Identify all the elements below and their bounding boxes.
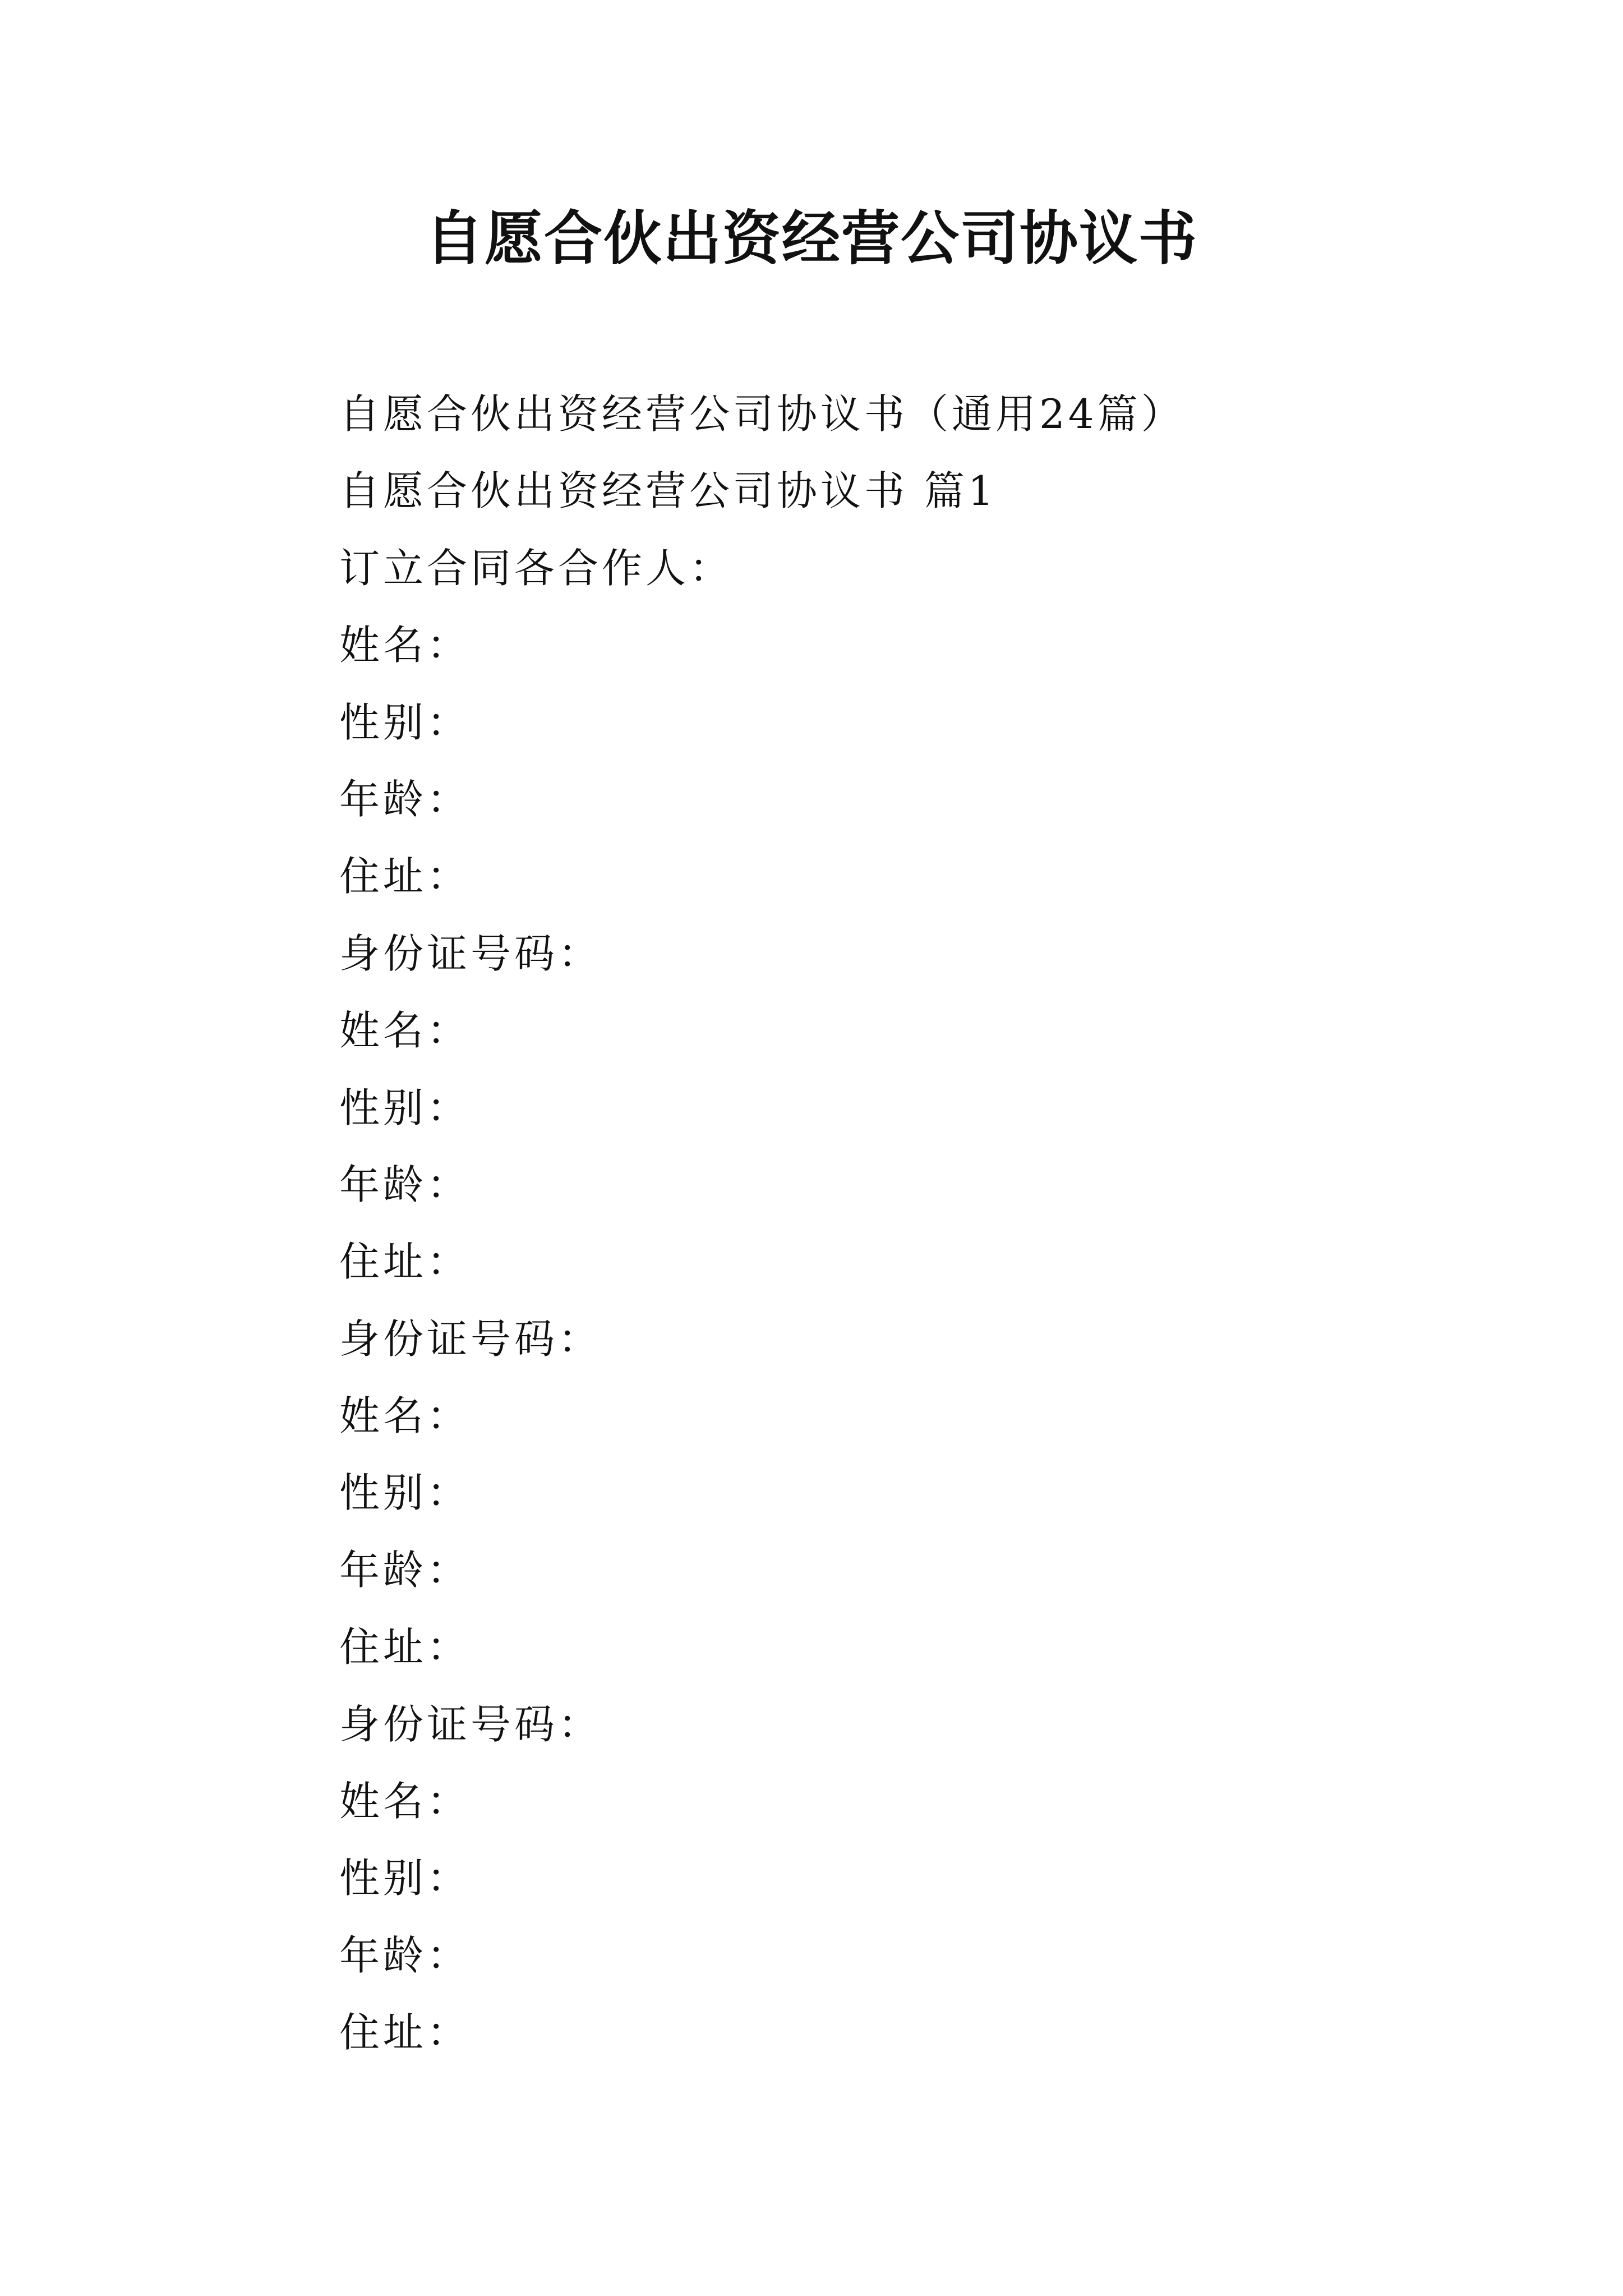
field-id-number-label: 身份证号码： xyxy=(339,1315,602,1363)
field-age-label: 年龄： xyxy=(339,1161,471,1208)
parties-intro: 订立合同各合作人： xyxy=(339,544,734,592)
field-age-label: 年龄： xyxy=(339,1546,471,1594)
field-address-label: 住址： xyxy=(339,853,471,900)
field-age-label: 年龄： xyxy=(339,1931,471,1979)
field-name-label: 姓名： xyxy=(339,1392,471,1440)
field-name-label: 姓名： xyxy=(339,1778,471,1825)
field-address-label: 住址： xyxy=(339,1623,471,1671)
document-subtitle: 自愿合伙出资经营公司协议书（通用24篇） xyxy=(339,390,1185,438)
field-name-label: 姓名： xyxy=(339,1007,471,1055)
field-id-number-label: 身份证号码： xyxy=(339,930,602,977)
field-address-label: 住址： xyxy=(339,2009,471,2056)
field-address-label: 住址： xyxy=(339,1238,471,1286)
section-heading: 自愿合伙出资经营公司协议书 篇1 xyxy=(339,467,997,515)
field-gender-label: 性别： xyxy=(339,698,471,746)
field-gender-label: 性别： xyxy=(339,1469,471,1517)
document-body xyxy=(339,376,1573,2072)
field-name-label: 姓名： xyxy=(339,622,471,669)
document-title: 自愿合伙出资经营公司协议书 xyxy=(425,204,1198,273)
field-id-number-label: 身份证号码： xyxy=(339,1700,602,1748)
field-gender-label: 性别： xyxy=(339,1084,471,1131)
field-gender-label: 性别： xyxy=(339,1855,471,1902)
field-age-label: 年龄： xyxy=(339,775,471,823)
